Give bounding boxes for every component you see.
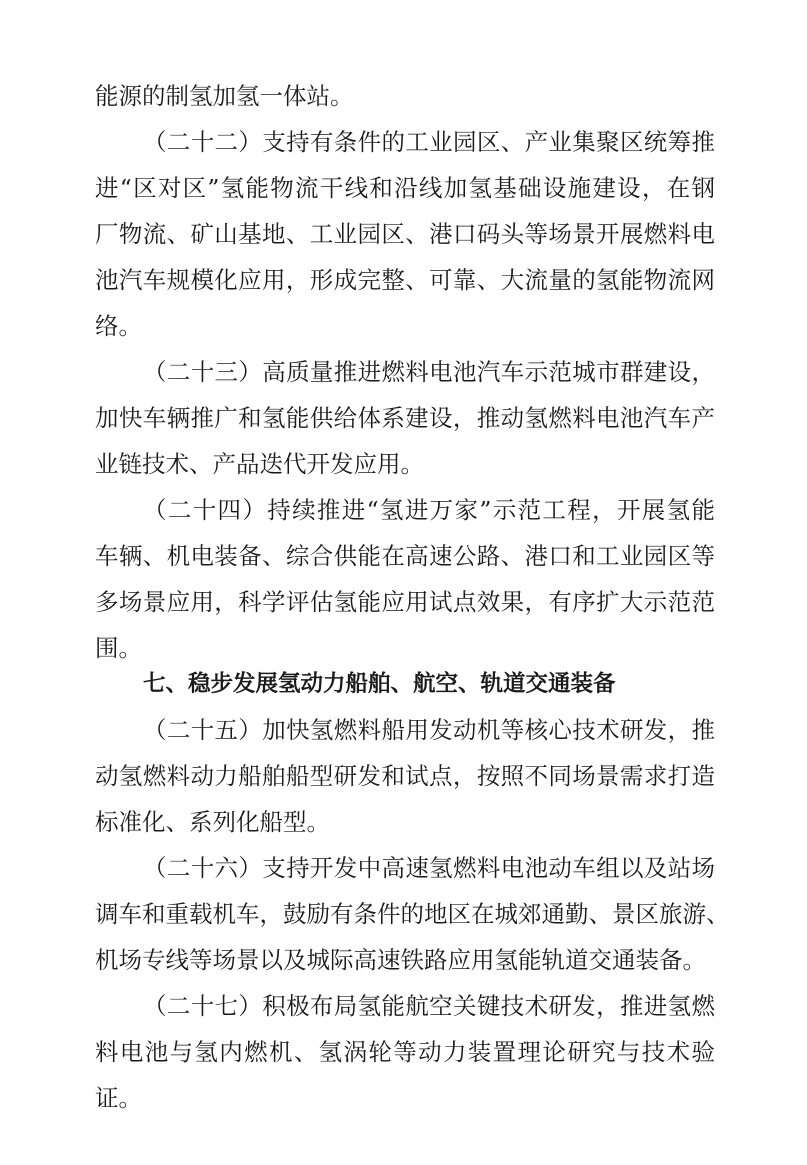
text-line: 标准化、系列化船型。 [95,808,330,836]
text-line: 证。 [95,1084,142,1112]
text-line: 料电池与氢内燃机、氢涡轮等动力装置理论研究与技术验 [95,1038,715,1066]
text-line: 车辆、机电装备、综合供能在高速公路、港口和工业园区等 [95,542,715,570]
text-line: 调车和重载机车，鼓励有条件的地区在城郊通勤、景区旅游、 [95,900,730,928]
section-heading: 七、稳步发展氢动力船舶、航空、轨道交通装备 [143,671,616,697]
paragraph-26-start: （二十六）支持开发中高速氢燃料电池动车组以及站场 [143,854,715,882]
text-line: 池汽车规模化应用，形成完整、可靠、大流量的氢能物流网 [95,266,715,294]
text-line: 多场景应用，科学评估氢能应用试点效果，有序扩大示范范 [95,588,715,616]
text-line: 业链技术、产品迭代开发应用。 [95,450,424,478]
paragraph-23-start: （二十三）高质量推进燃料电池汽车示范城市群建设， [143,358,715,386]
text-line: 进“区对区”氢能物流干线和沿线加氢基础设施建设，在钢 [95,174,715,202]
text-line: 加快车辆推广和氢能供给体系建设，推动氢燃料电池汽车产 [95,404,715,432]
paragraph-24-start: （二十四）持续推进“氢进万家”示范工程，开展氢能 [143,496,715,524]
paragraph-25-start: （二十五）加快氢燃料船用发动机等核心技术研发，推 [143,716,715,744]
text-line: 围。 [95,634,142,662]
text-line: 厂物流、矿山基地、工业园区、港口码头等场景开展燃料电 [95,220,715,248]
text-line: 络。 [95,312,142,340]
paragraph-22-start: （二十二）支持有条件的工业园区、产业集聚区统筹推 [143,128,715,156]
text-line: 机场专线等场景以及城际高速铁路应用氢能轨道交通装备。 [95,946,706,974]
text-line: 能源的制氢加氢一体站。 [95,82,354,110]
text-line: 动氢燃料动力船舶船型研发和试点，按照不同场景需求打造 [95,762,715,790]
paragraph-27-start: （二十七）积极布局氢能航空关键技术研发，推进氢燃 [143,992,715,1020]
